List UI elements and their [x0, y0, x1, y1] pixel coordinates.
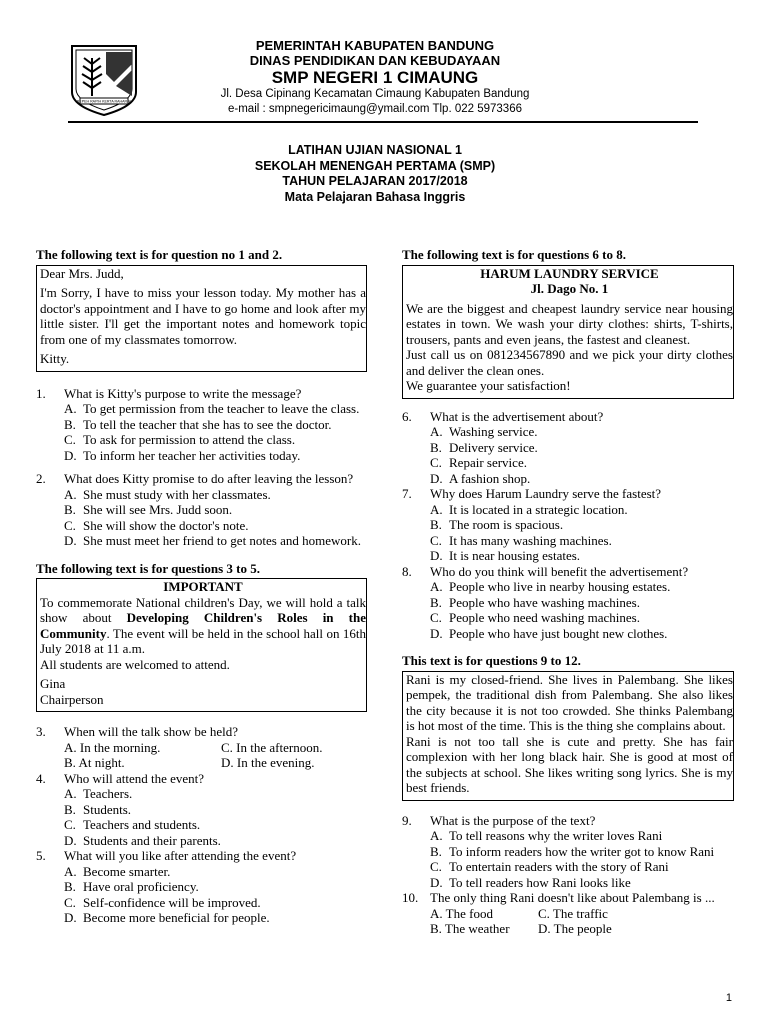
question-number: 4. [36, 770, 46, 786]
option[interactable]: C. People who need washing machines. [430, 610, 640, 625]
exam-titles [150, 143, 600, 205]
header-rule [68, 121, 698, 123]
question-text: What is Kitty's purpose to write the message? [64, 385, 302, 401]
option[interactable]: D. The people [538, 921, 612, 936]
question-4 [36, 771, 367, 849]
announcement-name: Gina [40, 676, 66, 691]
advertisement-box [402, 265, 734, 399]
option[interactable]: D. It is near housing estates. [430, 548, 581, 563]
question-number: 10. [402, 890, 419, 905]
exam-level: SEKOLAH MENENGAH PERTAMA (SMP) [254, 158, 496, 173]
question-number: 5. [36, 848, 46, 863]
message-box [36, 265, 367, 372]
right-column [402, 247, 734, 937]
section-intro: The following text is for questions 3 to 5. [36, 560, 261, 576]
option[interactable]: A. Become smarter. [64, 863, 171, 879]
option[interactable]: D. To inform her teacher her activities today. [64, 447, 301, 463]
option[interactable]: D. Become more beneficial for people. [64, 910, 270, 925]
question-number: 8. [402, 563, 412, 579]
description-box [402, 671, 734, 801]
question-5 [36, 848, 367, 926]
question-text: The only thing Rani doesn't like about Palembang is ... [430, 890, 715, 905]
option[interactable]: D. To tell readers how Rani looks like [430, 874, 631, 890]
ad-business-name: HARUM LAUNDRY SERVICE [480, 265, 659, 281]
exam-year: TAHUN PELAJARAN 2017/2018 [282, 174, 468, 188]
option[interactable]: C. It has many washing machines. [430, 532, 612, 548]
logo-motto: REPEH RAPIH KERTA RAHARJA [76, 99, 132, 104]
header-contact: e-mail : smpnegericimaung@ymail.com Tlp. 022 5973366 [228, 103, 522, 115]
option[interactable]: C. Repair service. [430, 455, 527, 470]
announcement-body-2: All students are welcomed to attend. [40, 656, 230, 672]
question-text: Why does Harum Laundry serve the fastest? [430, 486, 662, 501]
option[interactable]: B. Have oral proficiency. [64, 879, 199, 894]
option[interactable]: D. A fashion shop. [430, 470, 531, 486]
ad-paragraph-1: We are the biggest and cheapest laundry service near housing estates in town. We wash your dirty clothes: shirts, T-shirts, trousers, pants and even jeans, the fastest and cleanest. [406, 300, 733, 347]
option[interactable]: B. The room is spacious. [430, 517, 564, 532]
message-sign: Kitty. [40, 351, 70, 366]
option[interactable]: C. In the afternoon. [221, 739, 323, 755]
option[interactable]: C. Teachers and students. [64, 817, 201, 832]
question-3 [36, 724, 367, 771]
option[interactable]: B. The weather [430, 921, 510, 936]
question-text: What is the advertisement about? [430, 408, 604, 424]
question-2 [36, 471, 367, 549]
option[interactable]: C. To ask for permission to attend the class. [64, 432, 296, 447]
question-9 [402, 813, 734, 891]
question-number: 9. [402, 812, 412, 828]
option[interactable]: A. Teachers. [64, 786, 133, 801]
exam-title: LATIHAN UJIAN NASIONAL 1 [288, 143, 462, 157]
section-intro: The following text is for questions 6 to 8. [402, 247, 627, 262]
regency-logo [70, 44, 138, 117]
announcement-heading: IMPORTANT [163, 579, 243, 594]
announcement-box [36, 578, 367, 712]
page-number: 1 [725, 992, 732, 1004]
question-number: 7. [402, 486, 412, 501]
left-column [36, 247, 367, 926]
description-paragraph-2: Rani is not too tall she is cute and pretty. She has fair complexion with her long black hair. She is good at most of the subjects at school. She likes writing song lyrics. She is my best friends. [406, 733, 733, 795]
option[interactable]: A. In the morning. [64, 739, 161, 755]
exam-subject: Mata Pelajaran Bahasa Inggris [284, 189, 466, 204]
option[interactable]: A. Washing service. [430, 424, 538, 439]
option[interactable]: B. Students. [64, 801, 132, 817]
message-greeting: Dear Mrs. Judd, [40, 265, 124, 281]
option[interactable]: B. She will see Mrs. Judd soon. [64, 502, 233, 517]
header-school-name: SMP NEGERI 1 CIMAUNG [271, 68, 479, 87]
option[interactable]: D. People who have just bought new clothes. [430, 625, 668, 641]
header-address: Jl. Desa Cipinang Kecamatan Cimaung Kabupaten Bandung [220, 88, 530, 100]
question-number: 1. [36, 385, 46, 401]
option[interactable]: C. She will show the doctor's note. [64, 517, 249, 533]
question-text: What will you like after attending the event? [64, 848, 297, 863]
option[interactable]: C. Self-confidence will be improved. [64, 894, 261, 910]
question-10 [402, 890, 734, 937]
announcement-body: To commemorate National children's Day, we will hold a talk show about Developing Children's Roles in the Community. The event will be held in the school hall on 16th July 2018 at 11 a.m. [40, 594, 366, 656]
option[interactable]: D. In the evening. [221, 755, 315, 770]
ad-address: Jl. Dago No. 1 [530, 281, 609, 296]
section-intro: The following text is for question no 1 and 2. [36, 247, 283, 262]
option[interactable]: A. She must study with her classmates. [64, 486, 271, 502]
message-body: I'm Sorry, I have to miss your lesson today. My mother has a doctor's appointment and I have to go home and look after my little sister. I'll get the important notes and homework topic from one of my classmates tomorrow. [40, 285, 366, 347]
question-text: What does Kitty promise to do after leaving the lesson? [64, 471, 354, 486]
question-text: When will the talk show be held? [64, 724, 239, 739]
header-department: DINAS PENDIDIKAN DAN KEBUDAYAAN [249, 53, 501, 68]
option[interactable]: B. To tell the teacher that she has to see the doctor. [64, 416, 332, 432]
question-number: 6. [402, 408, 412, 424]
option[interactable]: B. Delivery service. [430, 439, 538, 455]
option[interactable]: D. She must meet her friend to get notes and homework. [64, 533, 361, 548]
option[interactable]: A. To get permission from the teacher to leave the class. [64, 401, 360, 416]
announcement-role: Chairperson [40, 691, 104, 707]
question-text: Who do you think will benefit the advertisement? [430, 563, 689, 579]
question-8 [402, 564, 734, 642]
option[interactable]: D. Students and their parents. [64, 832, 221, 848]
option[interactable]: B. People who have washing machines. [430, 594, 640, 610]
question-7 [402, 486, 734, 564]
option[interactable]: A. To tell reasons why the writer loves Rani [430, 828, 663, 843]
ad-paragraph-2: Just call us on 081234567890 and we pick your dirty clothes and deliver the clean ones. [406, 347, 733, 378]
section-intro: This text is for questions 9 to 12. [402, 653, 581, 668]
ad-paragraph-3: We guarantee your satisfaction! [406, 378, 571, 393]
description-paragraph-1: Rani is my closed-friend. She lives in Palembang. She likes pempek, the traditional dish from Palembang. She also likes the city because it is not too crowded. She thinks Palembang is hot most of the time. This is the thing she complains about. [406, 671, 733, 733]
option[interactable]: A. It is located in a strategic location. [430, 501, 628, 517]
option[interactable]: C. To entertain readers with the story of Rani [430, 859, 669, 874]
option[interactable]: A. People who live in nearby housing estates. [430, 579, 671, 594]
option[interactable]: B. To inform readers how the writer got to know Rani [430, 843, 715, 859]
option[interactable]: B. At night. [64, 755, 125, 770]
option[interactable]: A. The food [430, 905, 493, 921]
header-government: PEMERINTAH KABUPATEN BANDUNG [255, 38, 495, 53]
option[interactable]: C. The traffic [538, 905, 608, 921]
question-number: 3. [36, 724, 46, 739]
question-number: 2. [36, 471, 46, 486]
question-6 [402, 409, 734, 487]
question-text: Who will attend the event? [64, 770, 205, 786]
question-1 [36, 386, 367, 464]
question-text: What is the purpose of the text? [430, 812, 596, 828]
